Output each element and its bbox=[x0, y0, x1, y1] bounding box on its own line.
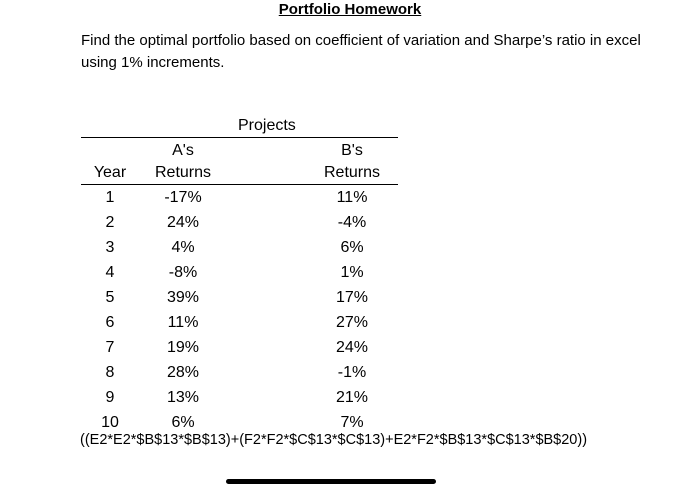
table-cell-a: 13% bbox=[166, 389, 200, 406]
table-header-rule bbox=[81, 184, 398, 185]
table-cell-b: 27% bbox=[335, 314, 369, 331]
table-cell-a: -8% bbox=[168, 264, 198, 281]
instructions-text: Find the optimal portfolio based on coefficient of variation and Sharpe’s ratio in excel using 1% increments. bbox=[81, 32, 641, 71]
table-top-rule bbox=[81, 137, 398, 138]
table-cell-a: 4% bbox=[171, 239, 195, 256]
table-cell-a: 39% bbox=[166, 289, 200, 306]
column-header-a-line2: Returns bbox=[154, 164, 212, 181]
table-cell-year: 8 bbox=[105, 364, 115, 381]
table-cell-b: 7% bbox=[340, 414, 364, 431]
variance-formula: ((E2*E2*$B$13*$B$13)+(F2*F2*$C$13*$C$13)+E2*F2*$B$13*$C$13*$B$20)) bbox=[80, 432, 588, 448]
table-cell-a: 24% bbox=[166, 214, 200, 231]
table-cell-b: 17% bbox=[335, 289, 369, 306]
table-cell-a: -17% bbox=[164, 189, 202, 206]
column-header-year: Year bbox=[93, 164, 127, 181]
table-cell-b: 11% bbox=[336, 189, 368, 206]
table-cell-b: 24% bbox=[335, 339, 369, 356]
column-header-a-line1: A's bbox=[172, 142, 194, 159]
table-cell-year: 6 bbox=[105, 314, 115, 331]
column-header-b-line2: Returns bbox=[323, 164, 381, 181]
table-cell-year: 4 bbox=[105, 264, 115, 281]
table-cell-year: 3 bbox=[105, 239, 115, 256]
table-cell-a: 6% bbox=[171, 414, 195, 431]
table-cell-b: 21% bbox=[335, 389, 369, 406]
table-cell-year: 1 bbox=[105, 189, 115, 206]
table-cell-year: 9 bbox=[105, 389, 115, 406]
table-cell-year: 5 bbox=[105, 289, 115, 306]
home-indicator-bar[interactable] bbox=[226, 479, 436, 484]
table-cell-a: 19% bbox=[166, 339, 200, 356]
table-cell-year: 10 bbox=[101, 414, 119, 431]
table-cell-year: 7 bbox=[105, 339, 115, 356]
column-header-b-line1: B's bbox=[341, 142, 363, 159]
table-cell-a: 28% bbox=[166, 364, 200, 381]
table-cell-b: 6% bbox=[340, 239, 364, 256]
page-title: Portfolio Homework bbox=[278, 1, 422, 18]
table-cell-a: 11% bbox=[167, 314, 199, 331]
table-cell-b: 1% bbox=[340, 264, 364, 281]
projects-group-header: Projects bbox=[238, 117, 296, 134]
table-cell-year: 2 bbox=[105, 214, 115, 231]
table-cell-b: -1% bbox=[337, 364, 367, 381]
table-cell-b: -4% bbox=[337, 214, 367, 231]
